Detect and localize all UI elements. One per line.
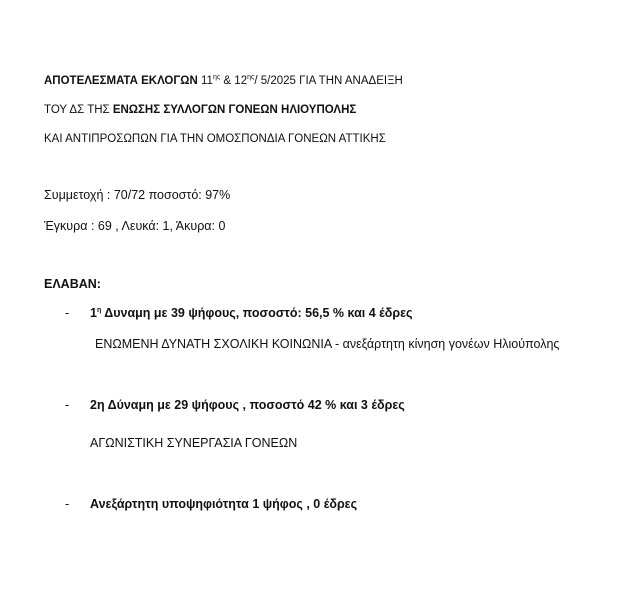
list-dash: -: [65, 497, 70, 511]
participation-text: Συμμετοχή : 70/72 ποσοστό: 97%: [44, 188, 231, 202]
result-item-3: Ανεξάρτητη υποψηφιότητα 1 ψήφος , 0 έδρες: [90, 497, 358, 511]
title-line-2: ΤΟΥ ΔΣ ΤΗΣ ΕΝΩΣΗΣ ΣΥΛΛΟΓΩΝ ΓΟΝΕΩΝ ΗΛΙΟΥΠΟΛΗΣ: [44, 104, 357, 116]
title-line-3: ΚΑΙ ΑΝΤΙΠΡΟΣΩΠΩΝ ΓΙΑ ΤΗΝ ΟΜΟΣΠΟΝΔΙΑ ΓΟΝΕΩΝ ΑΤΤΙΚΗΣ: [44, 133, 386, 145]
title-line-1: ΑΠΟΤΕΛΕΣΜΑΤΑ ΕΚΛΟΓΩΝ $11^{\eta\varsigma}$ & $12^{\eta\varsigma}/$ 5/2025 ΓΙΑ ΤΗΝ ΑΝΑΔΕΙΞΗ: [44, 74, 403, 87]
validity-text: Έγκυρα : 69 , Λευκά: 1, Άκυρα: 0: [44, 219, 226, 233]
list-dash: -: [65, 306, 70, 320]
result-item-2: 2η Δύναμη με 29 ψήφους , ποσοστό 42 % και 3 έδρες: [90, 398, 405, 412]
results-heading: ΕΛΑΒΑΝ:: [44, 277, 101, 291]
list-dash: -: [65, 398, 70, 412]
result-item-2-party: ΑΓΩΝΙΣΤΙΚΗ ΣΥΝΕΡΓΑΣΙΑ ΓΟΝΕΩΝ: [90, 436, 298, 450]
result-item-1: $1^\eta$ Δυναμη με 39 ψήφους, ποσοστό: 56,5 % και 4 έδρες: [90, 306, 413, 320]
union-name: ΕΝΩΣΗΣ ΣΥΛΛΟΓΩΝ ΓΟΝΕΩΝ ΗΛΙΟΥΠΟΛΗΣ: [112, 104, 357, 116]
result-item-1-party: ΕΝΩΜΕΝΗ ΔΥΝΑΤΗ ΣΧΟΛΙΚΗ ΚΟΙΝΩΝΙΑ - ανεξάρτητη κίνηση γονέων Ηλιούπολης: [95, 337, 560, 351]
title-bold: ΑΠΟΤΕΛΕΣΜΑΤΑ ΕΚΛΟΓΩΝ: [44, 75, 198, 87]
